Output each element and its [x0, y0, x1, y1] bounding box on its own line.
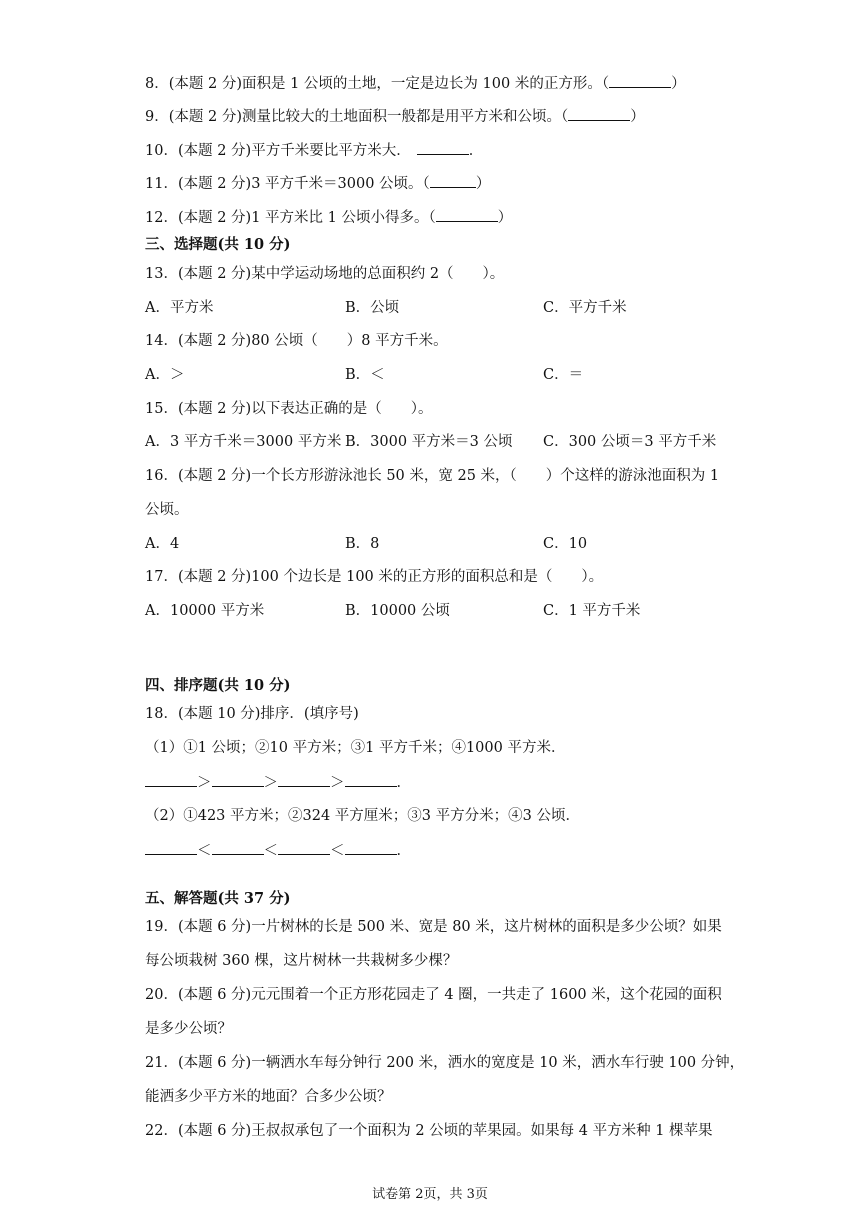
section-heading-choice: 三、选择题(共 10 分): [145, 236, 291, 253]
question-20-continued: 是多少公顷？: [145, 1021, 232, 1037]
option-b[interactable]: B．＜: [345, 367, 385, 383]
option-a[interactable]: A．3 平方千米＝3000 平方米: [145, 434, 342, 450]
ordering-row-1: ＞ ＞ ＞ ．: [145, 772, 411, 793]
answer-blank[interactable]: [568, 106, 630, 121]
question-15: 15．(本题 2 分)以下表达正确的是（ ）。: [145, 401, 433, 417]
answer-blank[interactable]: [609, 73, 671, 88]
answer-blank[interactable]: [212, 840, 264, 855]
question-10: 10．(本题 2 分)平方千米要比平方米大． ．: [145, 140, 483, 161]
answer-blank[interactable]: [430, 173, 476, 188]
question-9: 9．(本题 2 分)测量比较大的土地面积一般都是用平方米和公顷。（ ）: [145, 106, 645, 127]
answer-blank[interactable]: [345, 840, 397, 855]
option-a[interactable]: A．10000 平方米: [145, 603, 265, 619]
question-19: 19．(本题 6 分)一片树林的长是 500 米、宽是 80 米，这片树林的面积是多少公顷？如果: [145, 919, 722, 935]
option-b[interactable]: B．8: [345, 536, 380, 552]
answer-blank[interactable]: [145, 772, 197, 787]
question-17: 17．(本题 2 分)100 个边长是 100 米的正方形的面积总和是（ ）。: [145, 569, 604, 585]
question-18-part-2: （2）①423 平方米；②324 平方厘米；③3 平方分米；④3 公顷．: [145, 808, 580, 824]
option-b[interactable]: B．公顷: [345, 300, 400, 316]
question-10-text: 10．(本题 2 分)平方千米要比平方米大．: [145, 143, 411, 159]
question-18-part-1: （1）①1 公顷；②10 平方米；③1 平方千米；④1000 平方米．: [145, 740, 566, 756]
answer-blank[interactable]: [436, 207, 498, 222]
question-12-text: 12．(本题 2 分)1 平方米比 1 公顷小得多。（: [145, 210, 436, 226]
question-11-text: 11．(本题 2 分)3 平方千米＝3000 公顷。（: [145, 176, 430, 192]
question-20: 20．(本题 6 分)元元围着一个正方形花园走了 4 圈，一共走了 1600 米，这个花园的面积: [145, 987, 722, 1003]
option-a[interactable]: A．平方米: [145, 300, 214, 316]
question-11: 11．(本题 2 分)3 平方千米＝3000 公顷。（ ）: [145, 173, 490, 194]
option-a[interactable]: A．4: [145, 536, 180, 552]
question-16-continued: 公顷。: [145, 502, 189, 518]
question-21: 21．(本题 6 分)一辆洒水车每分钟行 200 米，洒水的宽度是 10 米，洒水车行驶 100 分钟，: [145, 1055, 745, 1071]
question-12: 12．(本题 2 分)1 平方米比 1 公顷小得多。（ ）: [145, 207, 512, 228]
question-14: 14．(本题 2 分)80 公顷（ ）8 平方千米。: [145, 333, 448, 349]
answer-blank[interactable]: [278, 840, 330, 855]
ordering-row-2: ＜ ＜ ＜ ．: [145, 840, 411, 861]
question-16: 16．(本题 2 分)一个长方形游泳池长 50 米，宽 25 米，（ ）个这样的游泳池面积为 1: [145, 468, 720, 484]
page-footer: 试卷第 2页，共 3页: [372, 1187, 488, 1202]
question-21-continued: 能洒多少平方米的地面？合多少公顷？: [145, 1089, 392, 1105]
question-22: 22．(本题 6 分)王叔叔承包了一个面积为 2 公顷的苹果园。如果每 4 平方米种 1 棵苹果: [145, 1123, 713, 1139]
option-c[interactable]: C．平方千米: [543, 300, 627, 316]
option-c[interactable]: C．＝: [543, 367, 584, 383]
question-18: 18．(本题 10 分)排序．(填序号): [145, 706, 359, 722]
question-8: 8．(本题 2 分)面积是 1 公顷的土地，一定是边长为 100 米的正方形。（ ）: [145, 73, 686, 94]
option-b[interactable]: B．10000 公顷: [345, 603, 450, 619]
question-19-continued: 每公顷栽树 360 棵，这片树林一共栽树多少棵？: [145, 953, 458, 969]
option-a[interactable]: A．＞: [145, 367, 185, 383]
option-c[interactable]: C．300 公顷＝3 平方千米: [543, 434, 717, 450]
question-9-text: 9．(本题 2 分)测量比较大的土地面积一般都是用平方米和公顷。（: [145, 109, 569, 125]
option-b[interactable]: B．3000 平方米＝3 公顷: [345, 434, 513, 450]
question-13: 13．(本题 2 分)某中学运动场地的总面积约 2（ ）。: [145, 266, 505, 282]
answer-blank[interactable]: [345, 772, 397, 787]
answer-blank[interactable]: [417, 140, 469, 155]
option-c[interactable]: C．10: [543, 536, 588, 552]
section-heading-ordering: 四、排序题(共 10 分): [145, 677, 291, 694]
option-c[interactable]: C．1 平方千米: [543, 603, 641, 619]
answer-blank[interactable]: [145, 840, 197, 855]
section-heading-answer: 五、解答题(共 37 分): [145, 890, 291, 907]
question-8-text: 8．(本题 2 分)面积是 1 公顷的土地，一定是边长为 100 米的正方形。（: [145, 76, 610, 92]
answer-blank[interactable]: [212, 772, 264, 787]
answer-blank[interactable]: [278, 772, 330, 787]
